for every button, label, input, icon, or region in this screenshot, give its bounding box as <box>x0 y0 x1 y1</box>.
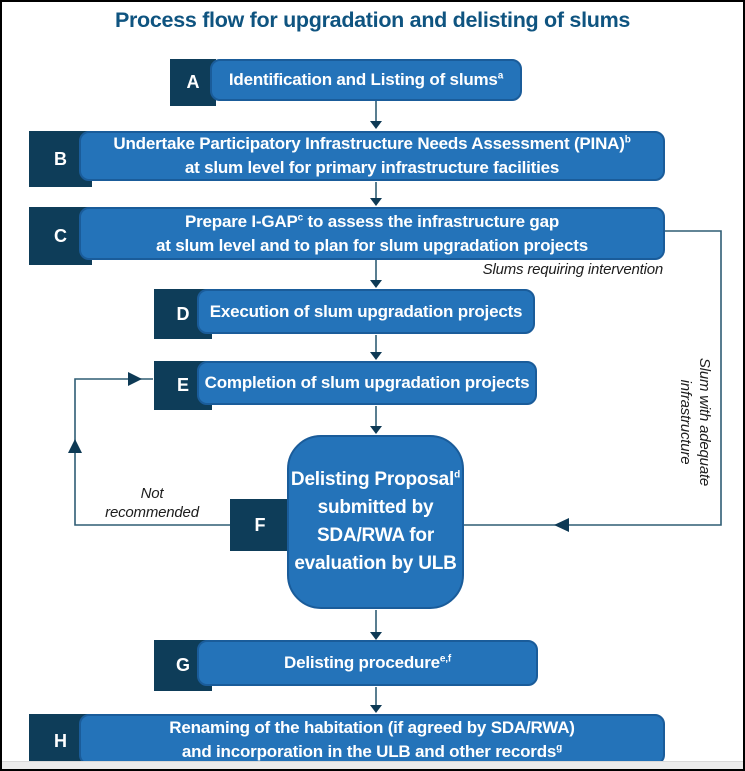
label-not-recommended: Not recommended <box>105 485 199 521</box>
step-b-line1: Undertake Participatory Infrastructure Needs Assessment (PINA)$^b$ <box>113 134 631 153</box>
arrowhead-g-h <box>370 705 382 713</box>
step-box-d <box>197 289 535 334</box>
step-box-b <box>79 131 665 181</box>
label-slums-requiring-intervention: Slums requiring intervention <box>482 261 663 278</box>
footnote-sup-c: c <box>297 211 303 223</box>
arrowhead-e-f <box>370 426 382 434</box>
arrowhead-feedback-up <box>68 439 82 453</box>
arrowhead-c-d <box>370 280 382 288</box>
footnote-sup-d: d <box>454 469 461 481</box>
footnote-sup-ef: e,f <box>439 653 451 665</box>
step-b-line2: at slum level for primary infrastructure facilities <box>184 158 560 177</box>
step-e-text: Completion of slum upgradation projects <box>204 373 530 392</box>
step-letter-a: A <box>186 72 200 92</box>
step-f-line3: SDA/RWA for <box>316 525 435 546</box>
step-letter-f: F <box>254 514 266 535</box>
step-box-h <box>79 714 665 765</box>
step-f-line1: Delisting Proposal$^d$ <box>290 469 461 490</box>
label-slum-with-adequate-infrastructure: Slum with adequate infrastructure <box>677 357 713 487</box>
bottom-strip <box>2 761 743 769</box>
footnote-sup-b: b <box>624 134 631 146</box>
step-box-a <box>210 59 522 101</box>
step-f-line2: submitted by <box>317 497 434 518</box>
arrowhead-feedback-into-e <box>128 372 142 386</box>
step-box-e <box>197 361 537 405</box>
footnote-sup-a: a <box>497 70 504 82</box>
step-d-text: Execution of slum upgradation projects <box>209 301 523 321</box>
step-c-line2: at slum level and to plan for slum upgradation projects <box>155 235 588 255</box>
step-box-f <box>287 435 464 609</box>
step-g-text: Delisting procedure$^{e,f}$ <box>284 653 451 672</box>
step-a-text: Identification and Listing of slums$^a$ <box>228 70 504 89</box>
arrowhead-bypass-into-f <box>554 518 569 532</box>
step-letter-b: B <box>54 148 67 169</box>
step-box-g <box>197 640 538 686</box>
arrowhead-a-b <box>370 121 382 129</box>
step-letter-d: D <box>176 303 190 324</box>
step-h-line1: Renaming of the habitation (if agreed by SDA/RWA) <box>169 717 575 737</box>
step-letter-g: G <box>175 655 190 675</box>
arrowhead-d-e <box>370 352 382 360</box>
arrowhead-f-g <box>370 632 382 640</box>
step-letter-h: H <box>54 730 67 751</box>
step-h-line2: and incorporation in the ULB and other records$^g$ <box>181 741 563 761</box>
step-c-line1: Prepare I-GAP$^c$ to assess the infrastructure gap <box>184 211 560 231</box>
page-title: Process flow for upgradation and delisting of slums <box>114 8 631 32</box>
step-letter-c: C <box>54 225 67 246</box>
step-f-line4: evaluation by ULB <box>294 553 457 574</box>
footnote-sup-g: g <box>556 741 563 753</box>
step-tab-f <box>230 499 290 551</box>
arrowhead-b-c <box>370 198 382 206</box>
step-letter-e: E <box>176 375 189 395</box>
step-box-c <box>79 207 665 260</box>
